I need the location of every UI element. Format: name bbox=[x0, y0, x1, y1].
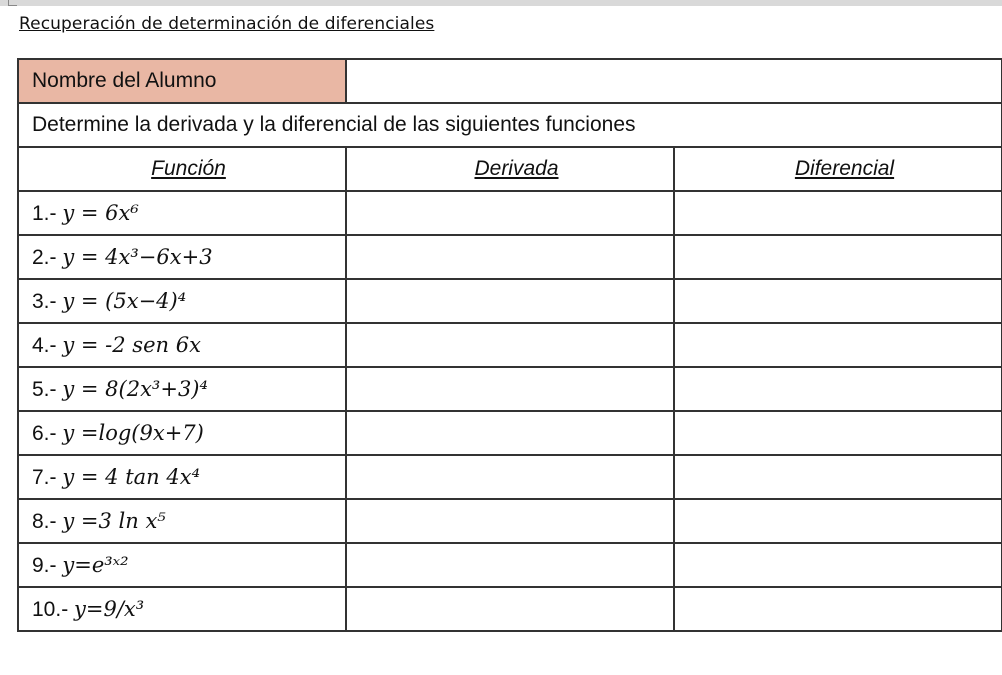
differential-answer-cell[interactable] bbox=[674, 499, 1002, 543]
function-cell bbox=[18, 411, 346, 455]
function-number: 5.- bbox=[32, 377, 57, 401]
function-number: 9.- bbox=[32, 553, 57, 577]
function-cell bbox=[18, 499, 346, 543]
document-title: Recuperación de determinación de diferenciales bbox=[19, 14, 435, 34]
derivative-answer-cell[interactable] bbox=[346, 543, 674, 587]
differential-answer-cell[interactable] bbox=[674, 587, 1002, 631]
function-expression: y = 8(2x³+3)⁴ bbox=[62, 376, 208, 401]
function-expression: y=e³ˣ² bbox=[62, 552, 129, 577]
function-row bbox=[18, 455, 1002, 499]
function-cell bbox=[18, 279, 346, 323]
function-row bbox=[18, 543, 1002, 587]
function-row bbox=[18, 191, 1002, 235]
differential-answer-cell[interactable] bbox=[674, 279, 1002, 323]
function-expression: y = 4x³−6x+3 bbox=[62, 244, 213, 269]
function-expression: y = 6x⁶ bbox=[62, 200, 139, 225]
function-expression: y = -2 sen 6x bbox=[62, 332, 201, 357]
function-expression: y = (5x−4)⁴ bbox=[62, 288, 187, 313]
differential-answer-cell[interactable] bbox=[674, 455, 1002, 499]
function-row bbox=[18, 587, 1002, 631]
function-row bbox=[18, 411, 1002, 455]
name-value-cell[interactable] bbox=[346, 59, 1002, 103]
derivative-answer-cell[interactable] bbox=[346, 587, 674, 631]
function-row bbox=[18, 235, 1002, 279]
instruction-row bbox=[18, 103, 1002, 147]
derivative-answer-cell[interactable] bbox=[346, 323, 674, 367]
column-header-funcion: Función bbox=[18, 147, 346, 191]
window-top-bar bbox=[0, 0, 1002, 6]
name-label-cell: Nombre del Alumno bbox=[18, 59, 346, 103]
function-row bbox=[18, 279, 1002, 323]
header-row bbox=[18, 147, 1002, 191]
function-number: 2.- bbox=[32, 245, 57, 269]
function-expression: y = 4 tan 4x⁴ bbox=[62, 464, 200, 489]
function-cell bbox=[18, 587, 346, 631]
derivative-answer-cell[interactable] bbox=[346, 279, 674, 323]
function-cell bbox=[18, 543, 346, 587]
differential-answer-cell[interactable] bbox=[674, 367, 1002, 411]
derivative-answer-cell[interactable] bbox=[346, 235, 674, 279]
column-header-diferencial: Diferencial bbox=[674, 147, 1002, 191]
function-row bbox=[18, 323, 1002, 367]
function-expression: y =3 ln x⁵ bbox=[62, 508, 166, 533]
function-number: 4.- bbox=[32, 333, 57, 357]
derivative-answer-cell[interactable] bbox=[346, 455, 674, 499]
differential-answer-cell[interactable] bbox=[674, 235, 1002, 279]
differential-answer-cell[interactable] bbox=[674, 323, 1002, 367]
derivative-answer-cell[interactable] bbox=[346, 499, 674, 543]
function-number: 7.- bbox=[32, 465, 57, 489]
differential-answer-cell[interactable] bbox=[674, 191, 1002, 235]
function-cell bbox=[18, 323, 346, 367]
worksheet-table bbox=[17, 58, 1002, 632]
page-corner-mark bbox=[8, 0, 17, 6]
function-row bbox=[18, 499, 1002, 543]
function-number: 8.- bbox=[32, 509, 57, 533]
function-number: 6.- bbox=[32, 421, 57, 445]
function-expression: y=9/x³ bbox=[74, 596, 145, 621]
derivative-answer-cell[interactable] bbox=[346, 367, 674, 411]
function-expression: y =log(9x+7) bbox=[62, 420, 204, 445]
function-row bbox=[18, 367, 1002, 411]
function-number: 3.- bbox=[32, 289, 57, 313]
function-cell bbox=[18, 367, 346, 411]
function-cell bbox=[18, 455, 346, 499]
function-cell bbox=[18, 235, 346, 279]
function-number: 1.- bbox=[32, 201, 57, 225]
name-row bbox=[18, 59, 1002, 103]
differential-answer-cell[interactable] bbox=[674, 411, 1002, 455]
derivative-answer-cell[interactable] bbox=[346, 411, 674, 455]
function-cell bbox=[18, 191, 346, 235]
instruction-cell: Determine la derivada y la diferencial de las siguientes funciones bbox=[18, 103, 1002, 147]
derivative-answer-cell[interactable] bbox=[346, 191, 674, 235]
differential-answer-cell[interactable] bbox=[674, 543, 1002, 587]
column-header-derivada: Derivada bbox=[346, 147, 674, 191]
function-number: 10.- bbox=[32, 597, 69, 621]
